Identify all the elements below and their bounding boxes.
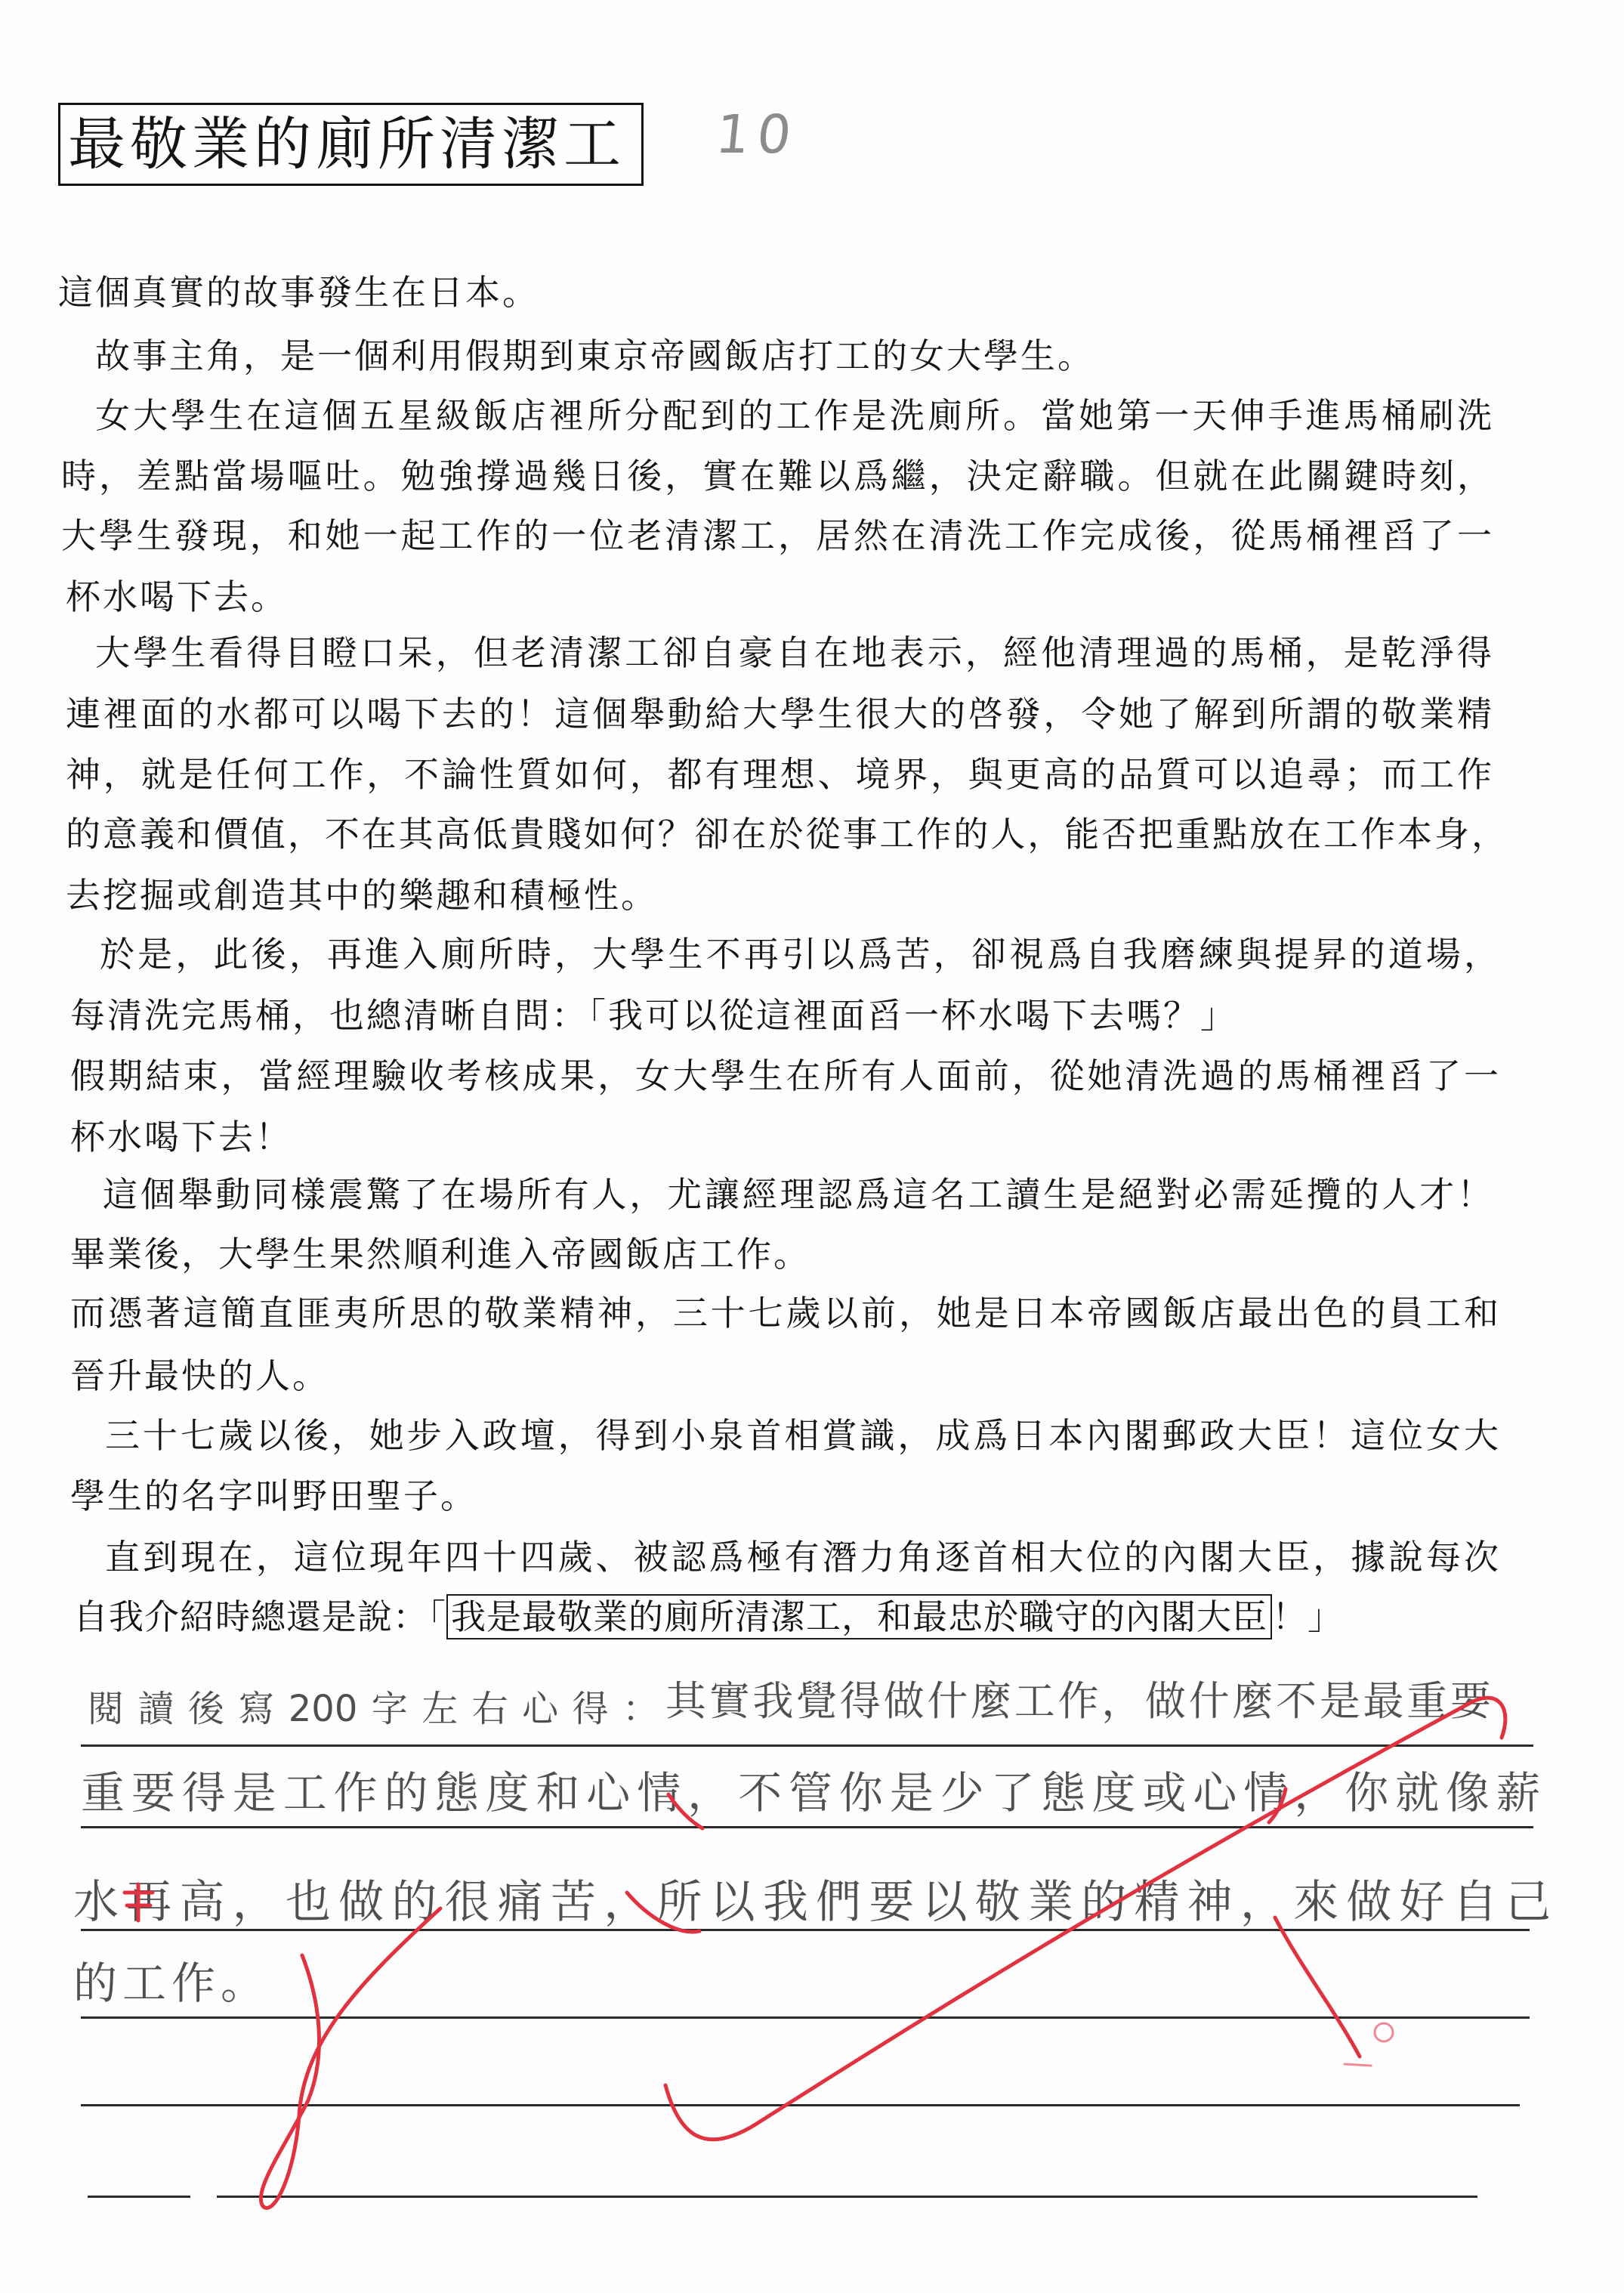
article-line: 大學生看得目瞪口呆，但老清潔工卻自豪自在地表示，經他清理過的馬桶，是乾淨得 [95,632,1493,673]
article-line: 時，差點當場嘔吐。勉強撐過幾日後，實在難以爲繼，決定辭職。但就在此關鍵時刻， [61,456,1493,496]
closing-suffix: ！」 [1272,1596,1343,1637]
response-line: 水再高，也做的很痛苦，所以我們要以敬業的精神，來做好自己 [73,1876,1554,1929]
article-line: 去挖掘或創造其中的樂趣和積極性。 [66,875,658,916]
ruled-line [81,2104,1520,2106]
article-line: 每清洗完馬桶，也總清晰自問：「我可以從這裡面舀一杯水喝下去嗎？」 [70,995,1237,1036]
closing-quote-box: 我是最敬業的廁所清潔工，和最忠於職守的內閣大臣 [446,1594,1272,1639]
article-line: 學生的名字叫野田聖子。 [70,1476,477,1516]
response-line: 的工作。 [73,1958,270,2009]
red-pen-circle-mark [1375,2023,1393,2041]
article-line: 杯水喝下去。 [66,576,288,617]
page-title: 最敬業的廁所清潔工 [68,110,625,178]
ruled-line [81,1826,1533,1828]
response-prompt: 閱讀後寫200字左右心得： [88,1688,659,1730]
title-box [58,103,644,186]
closing-prefix: 自我介紹時總還是說：「 [73,1596,446,1637]
ruled-line [88,2196,190,2198]
ruled-line [81,2016,1530,2019]
article-line: 直到現在，這位現年四十四歲、被認爲極有潛力角逐首相大位的內閣大臣，據說每次 [105,1537,1499,1578]
article-line: 神，就是任何工作，不論性質如何，都有理想、境界，與更高的品質可以追尋；而工作 [66,754,1493,795]
closing-line [73,1594,1343,1639]
article-line: 女大學生在這個五星級飯店裡所分配到的工作是洗廁所。當她第一天伸手進馬桶刷洗 [95,395,1493,436]
article-line: 假期結束，當經理驗收考核成果，女大學生在所有人面前，從她清洗過的馬桶裡舀了一 [70,1055,1499,1096]
article-line: 晉升最快的人。 [70,1355,329,1396]
article-line: 杯水喝下去！ [70,1117,292,1157]
handwritten-score: 10 [712,104,802,165]
article-line: 連裡面的水都可以喝下去的！這個舉動給大學生很大的啓發，令她了解到所謂的敬業精 [66,694,1493,734]
ruled-line [217,2196,1477,2198]
red-pen-loop-stroke [261,1908,440,2208]
article-line: 三十七歲以後，她步入政壇，得到小泉首相賞識，成爲日本內閣郵政大臣！這位女大 [105,1415,1499,1456]
article-line: 畢業後，大學生果然順利進入帝國飯店工作。 [70,1234,810,1275]
red-pen-descending-stroke [1275,1918,1360,2057]
response-line: 其實我覺得做什麼工作，做什麼不是最重要 [665,1677,1493,1725]
article-line: 而憑著這簡直匪夷所思的敬業精神，三十七歲以前，她是日本帝國飯店最出色的員工和 [70,1293,1499,1333]
article-line: 於是，此後，再進入廁所時，大學生不再引以爲苦，卻視爲自我磨練與提昇的道場， [100,934,1499,975]
article-line: 大學生發現，和她一起工作的一位老清潔工，居然在清洗工作完成後，從馬桶裡舀了一 [61,515,1493,556]
article-line: 這個舉動同樣震驚了在場所有人，尤讓經理認爲這名工讀生是絕對必需延攬的人才！ [103,1174,1493,1215]
response-line: 重要得是工作的態度和心情，不管你是少了態度或心情，你就像薪 [81,1767,1543,1819]
article-line: 的意義和價值，不在其高低貴賤如何？卻在於從事工作的人，能否把重點放在工作本身， [66,814,1507,854]
red-pen-dash-mark [1345,2064,1371,2066]
article-line: 故事主角，是一個利用假期到東京帝國飯店打工的女大學生。 [95,335,1095,376]
ruled-line [81,1744,1533,1747]
ruled-line [81,1929,1530,1931]
article-line: 這個真實的故事發生在日本。 [58,272,539,313]
